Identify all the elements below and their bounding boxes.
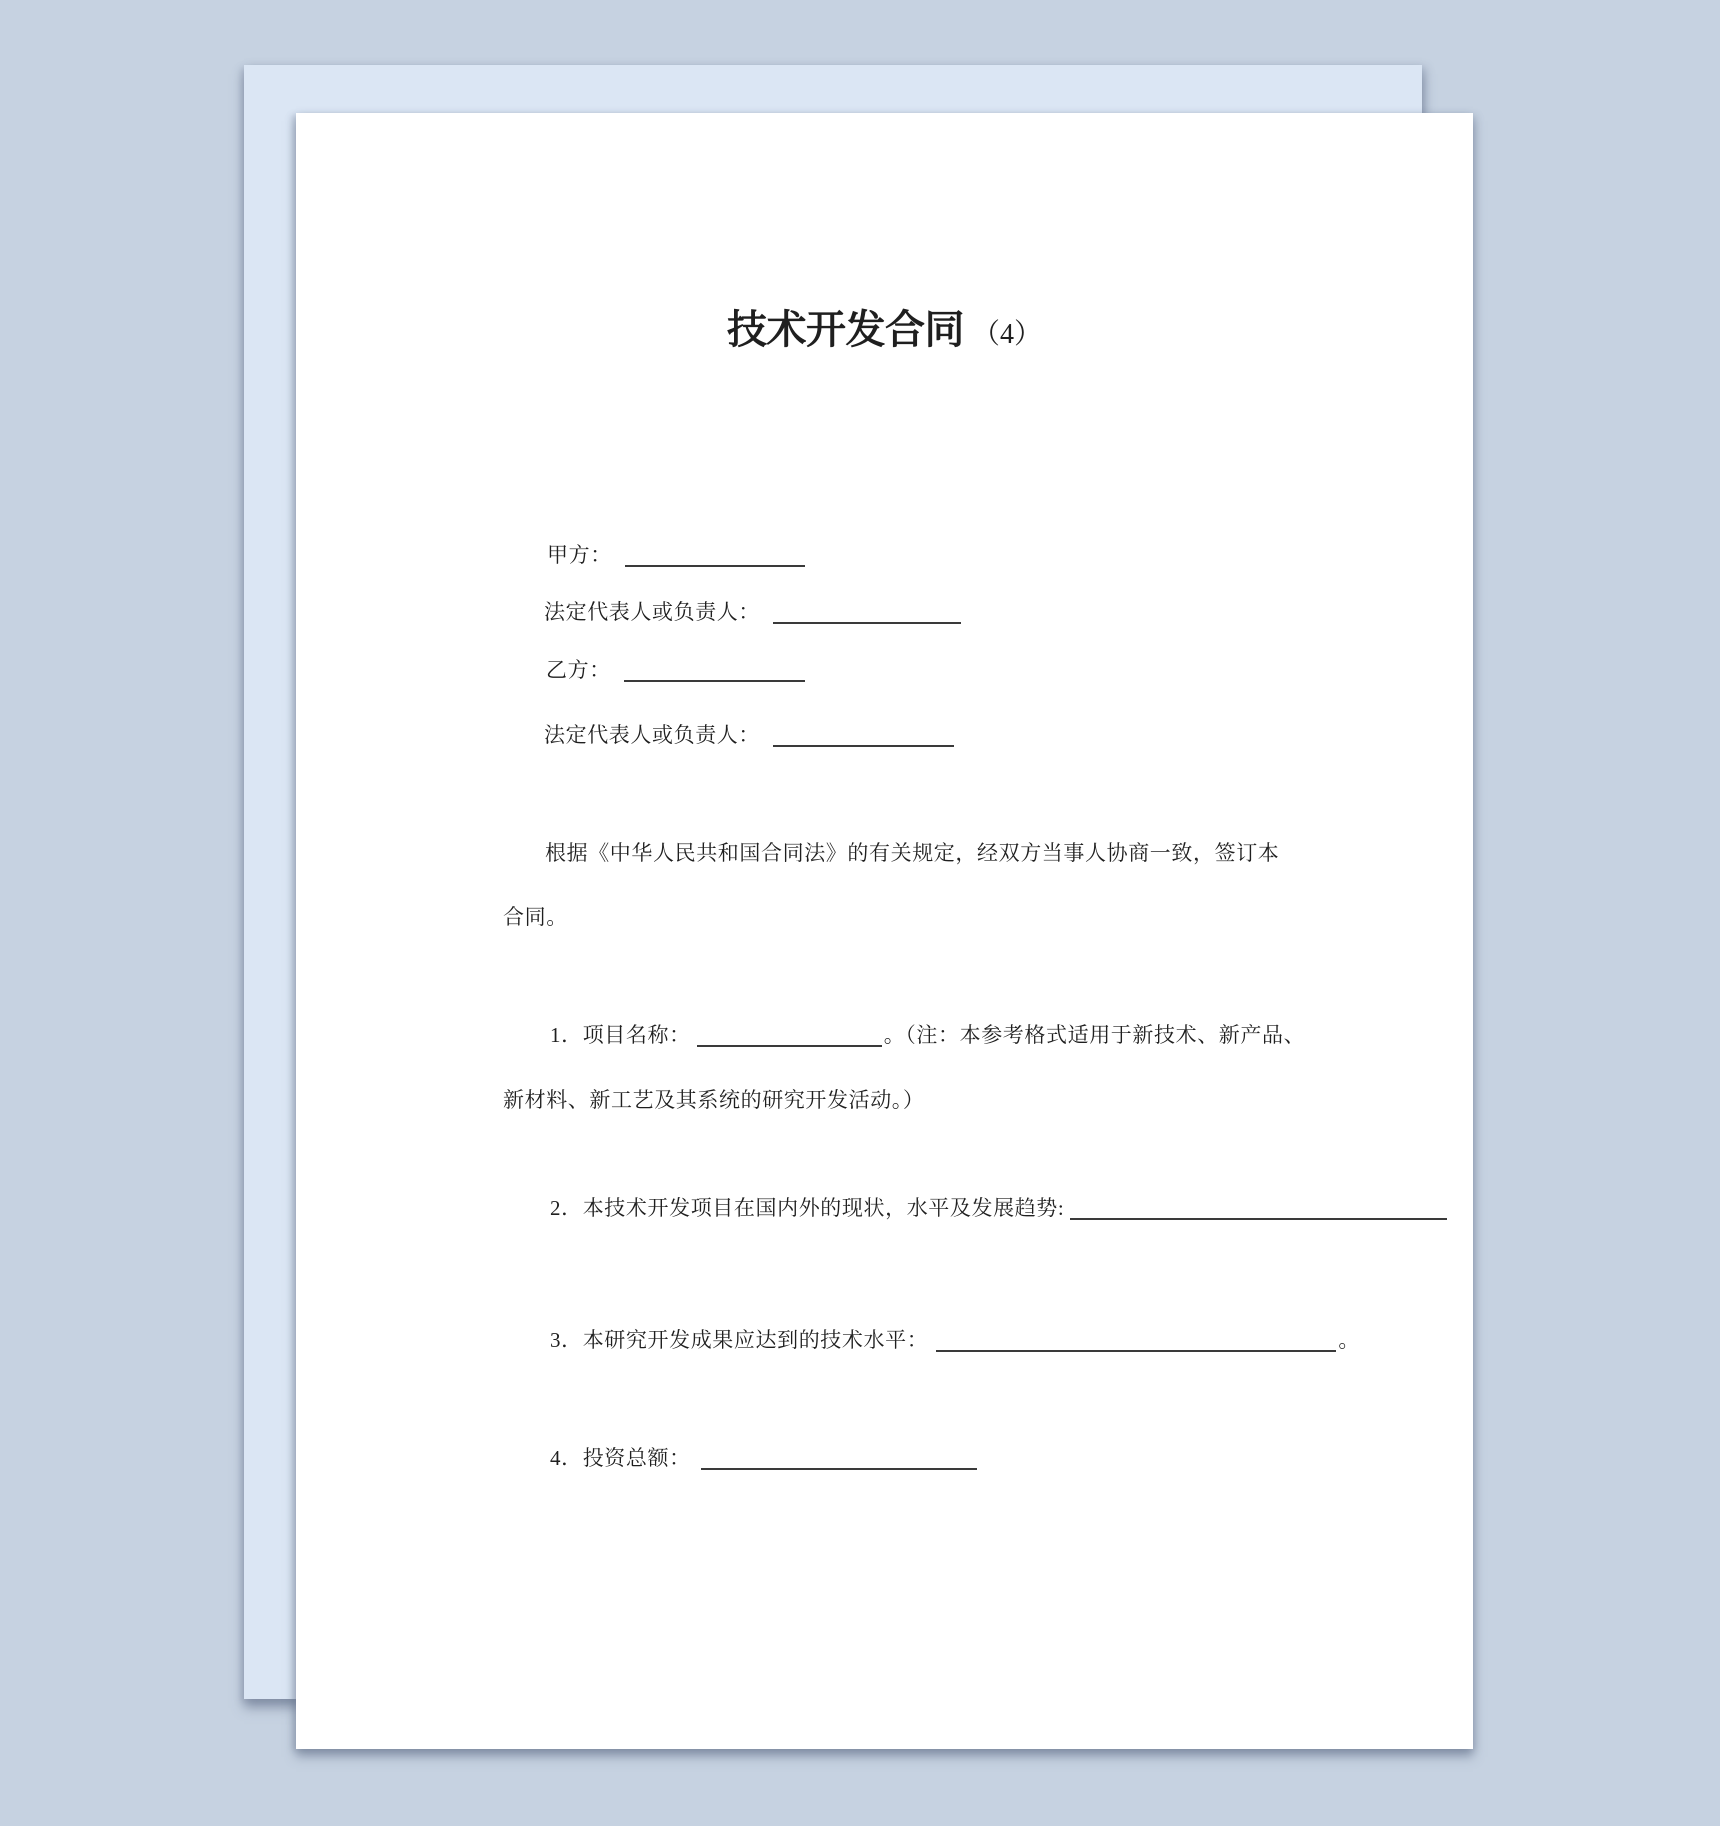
item-1-blank-field — [697, 1033, 882, 1047]
intro-text-1: 根据《中华人民共和国合同法》的有关规定，经双方当事人协商一致，签订本 — [545, 841, 1280, 865]
intro-paragraph-line-2 — [503, 903, 568, 931]
item-2-blank-field — [1070, 1206, 1447, 1220]
item-3-prefix: 3．本研究开发成果应达到的技术水平： — [550, 1328, 929, 1352]
item-3-blank-field — [936, 1338, 1336, 1352]
item-2-line — [550, 1194, 1447, 1222]
item-2-prefix: 2．本技术开发项目在国内外的现状，水平及发展趋势: — [550, 1196, 1065, 1220]
party-b-representative-label: 法定代表人或负责人： — [544, 723, 760, 747]
intro-text-2: 合同。 — [503, 905, 568, 929]
party-a-line — [547, 541, 805, 569]
intro-paragraph-line-1 — [545, 839, 1279, 867]
item-4-line — [550, 1444, 977, 1472]
party-a-blank-field — [625, 553, 805, 567]
party-b-label: 乙方： — [546, 658, 611, 682]
title-text: 技术开发合同 — [726, 308, 964, 352]
party-a-representative-line — [544, 598, 961, 626]
title-number: （4） — [971, 319, 1042, 350]
party-a-label: 甲方： — [547, 543, 612, 567]
item-4-prefix: 4．投资总额： — [550, 1446, 691, 1470]
item-4-blank-field — [701, 1456, 977, 1470]
item-1-prefix: 1．项目名称： — [550, 1023, 691, 1047]
party-a-representative-label: 法定代表人或负责人： — [544, 600, 760, 624]
item-1-suffix: 。（注：本参考格式适用于新技术、新产品、 — [883, 1023, 1306, 1047]
document-title — [296, 305, 1473, 364]
party-b-line — [546, 656, 805, 684]
item-1-line-1 — [550, 1021, 1305, 1049]
contract-page — [296, 113, 1473, 1749]
item-1-line-2 — [503, 1086, 925, 1114]
item-1-note-continued: 新材料、新工艺及其系统的研究开发活动。） — [503, 1088, 925, 1112]
party-b-representative-blank-field — [773, 733, 954, 747]
item-3-line — [550, 1326, 1360, 1354]
party-b-blank-field — [624, 668, 805, 682]
party-a-representative-blank-field — [773, 610, 961, 624]
item-3-suffix: 。 — [1338, 1328, 1360, 1352]
party-b-representative-line — [544, 721, 954, 749]
